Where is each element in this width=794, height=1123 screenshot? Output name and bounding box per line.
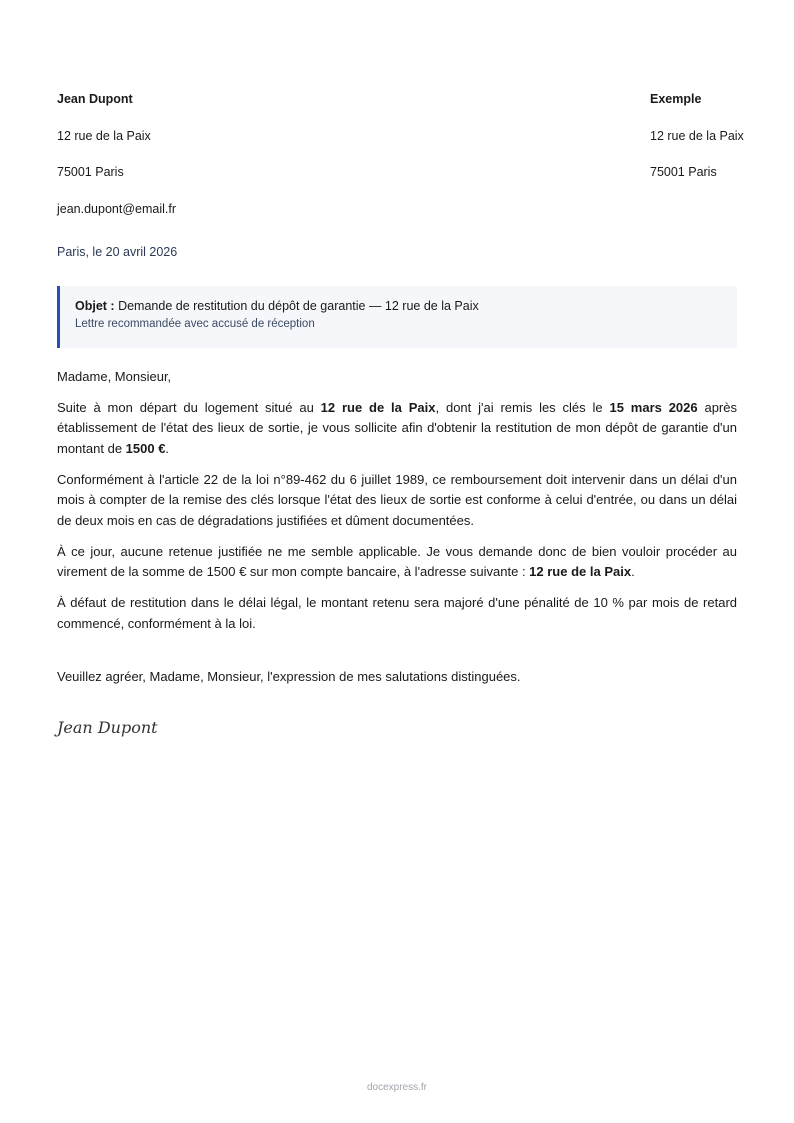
- paragraph-3-text-a: À ce jour, aucune retenue justifiée ne me semble applicable. Je vous demande donc de bien vouloir procéder au virement de la somme de 1500 € sur mon compte bancaire, à l'adresse suivante :: [57, 543, 737, 579]
- paragraph-4: À défaut de restitution dans le délai légal, le montant retenu sera majoré d'une pénalité de 10 % par mois de retard commencé, conformément à la loi.: [57, 595, 737, 631]
- subject-label: Objet :: [75, 299, 115, 313]
- paragraph-1-text-b: , dont j'ai remis les clés le: [435, 399, 610, 415]
- paragraph-3-address: 12 rue de la Paix: [529, 564, 632, 579]
- paragraph-1-keys-date: 15 mars 2026: [609, 399, 698, 415]
- letter-page: [57, 0, 744, 1123]
- letter-body: [57, 367, 737, 645]
- subject-text: Demande de restitution du dépôt de garantie — 12 rue de la Paix: [118, 299, 479, 313]
- paragraph-2: Conformément à l'article 22 de la loi n°89-462 du 6 juillet 1989, ce remboursement doit intervenir dans un délai d'un mois à compter de la remise des clés lorsque l'état des lieux de sortie est conforme à celui d'entrée, ou dans un délai de deux mois en cas de dégradations justifiées et dûment documentées.: [57, 471, 737, 528]
- closing-formula: Veuillez agréer, Madame, Monsieur, l'expression de mes salutations distinguées.: [57, 669, 521, 684]
- sender-city: 75001 Paris: [57, 165, 124, 179]
- sender-street: 12 rue de la Paix: [57, 128, 151, 143]
- paragraph-3: [57, 542, 737, 583]
- paragraph-1-amount: 1500 €: [125, 440, 166, 456]
- paragraph-1-text-a: Suite à mon départ du logement situé au: [57, 399, 321, 415]
- paragraph-1-text-d: .: [165, 440, 170, 456]
- recipient-name: Exemple: [650, 92, 702, 106]
- letter-date: Paris, le 20 avril 2026: [57, 245, 178, 259]
- subject-box: [57, 286, 737, 348]
- recipient-address: [650, 91, 744, 201]
- sender-email: jean.dupont@email.fr: [57, 201, 177, 216]
- subject-line: [75, 297, 737, 315]
- sender-address: [57, 91, 176, 237]
- sender-name: Jean Dupont: [57, 92, 133, 106]
- recipient-city: 75001 Paris: [650, 165, 717, 179]
- subject-note: Lettre recommandée avec accusé de réception: [75, 318, 315, 330]
- paragraph-1: [57, 398, 737, 460]
- paragraph-1-address: 12 rue de la Paix: [320, 399, 436, 415]
- footer-watermark: docexpress.fr: [366, 1082, 428, 1093]
- greeting: Madame, Monsieur,: [57, 369, 172, 384]
- paragraph-3-text-b: .: [631, 564, 635, 579]
- paragraph-1-text-c: après établissement de l'état des lieux de sortie, je vous sollicite afin d'obtenir la restitution de mon dépôt de garantie d'un montant de: [57, 399, 737, 456]
- signature: Jean Dupont: [57, 718, 158, 737]
- recipient-street: 12 rue de la Paix: [650, 128, 744, 143]
